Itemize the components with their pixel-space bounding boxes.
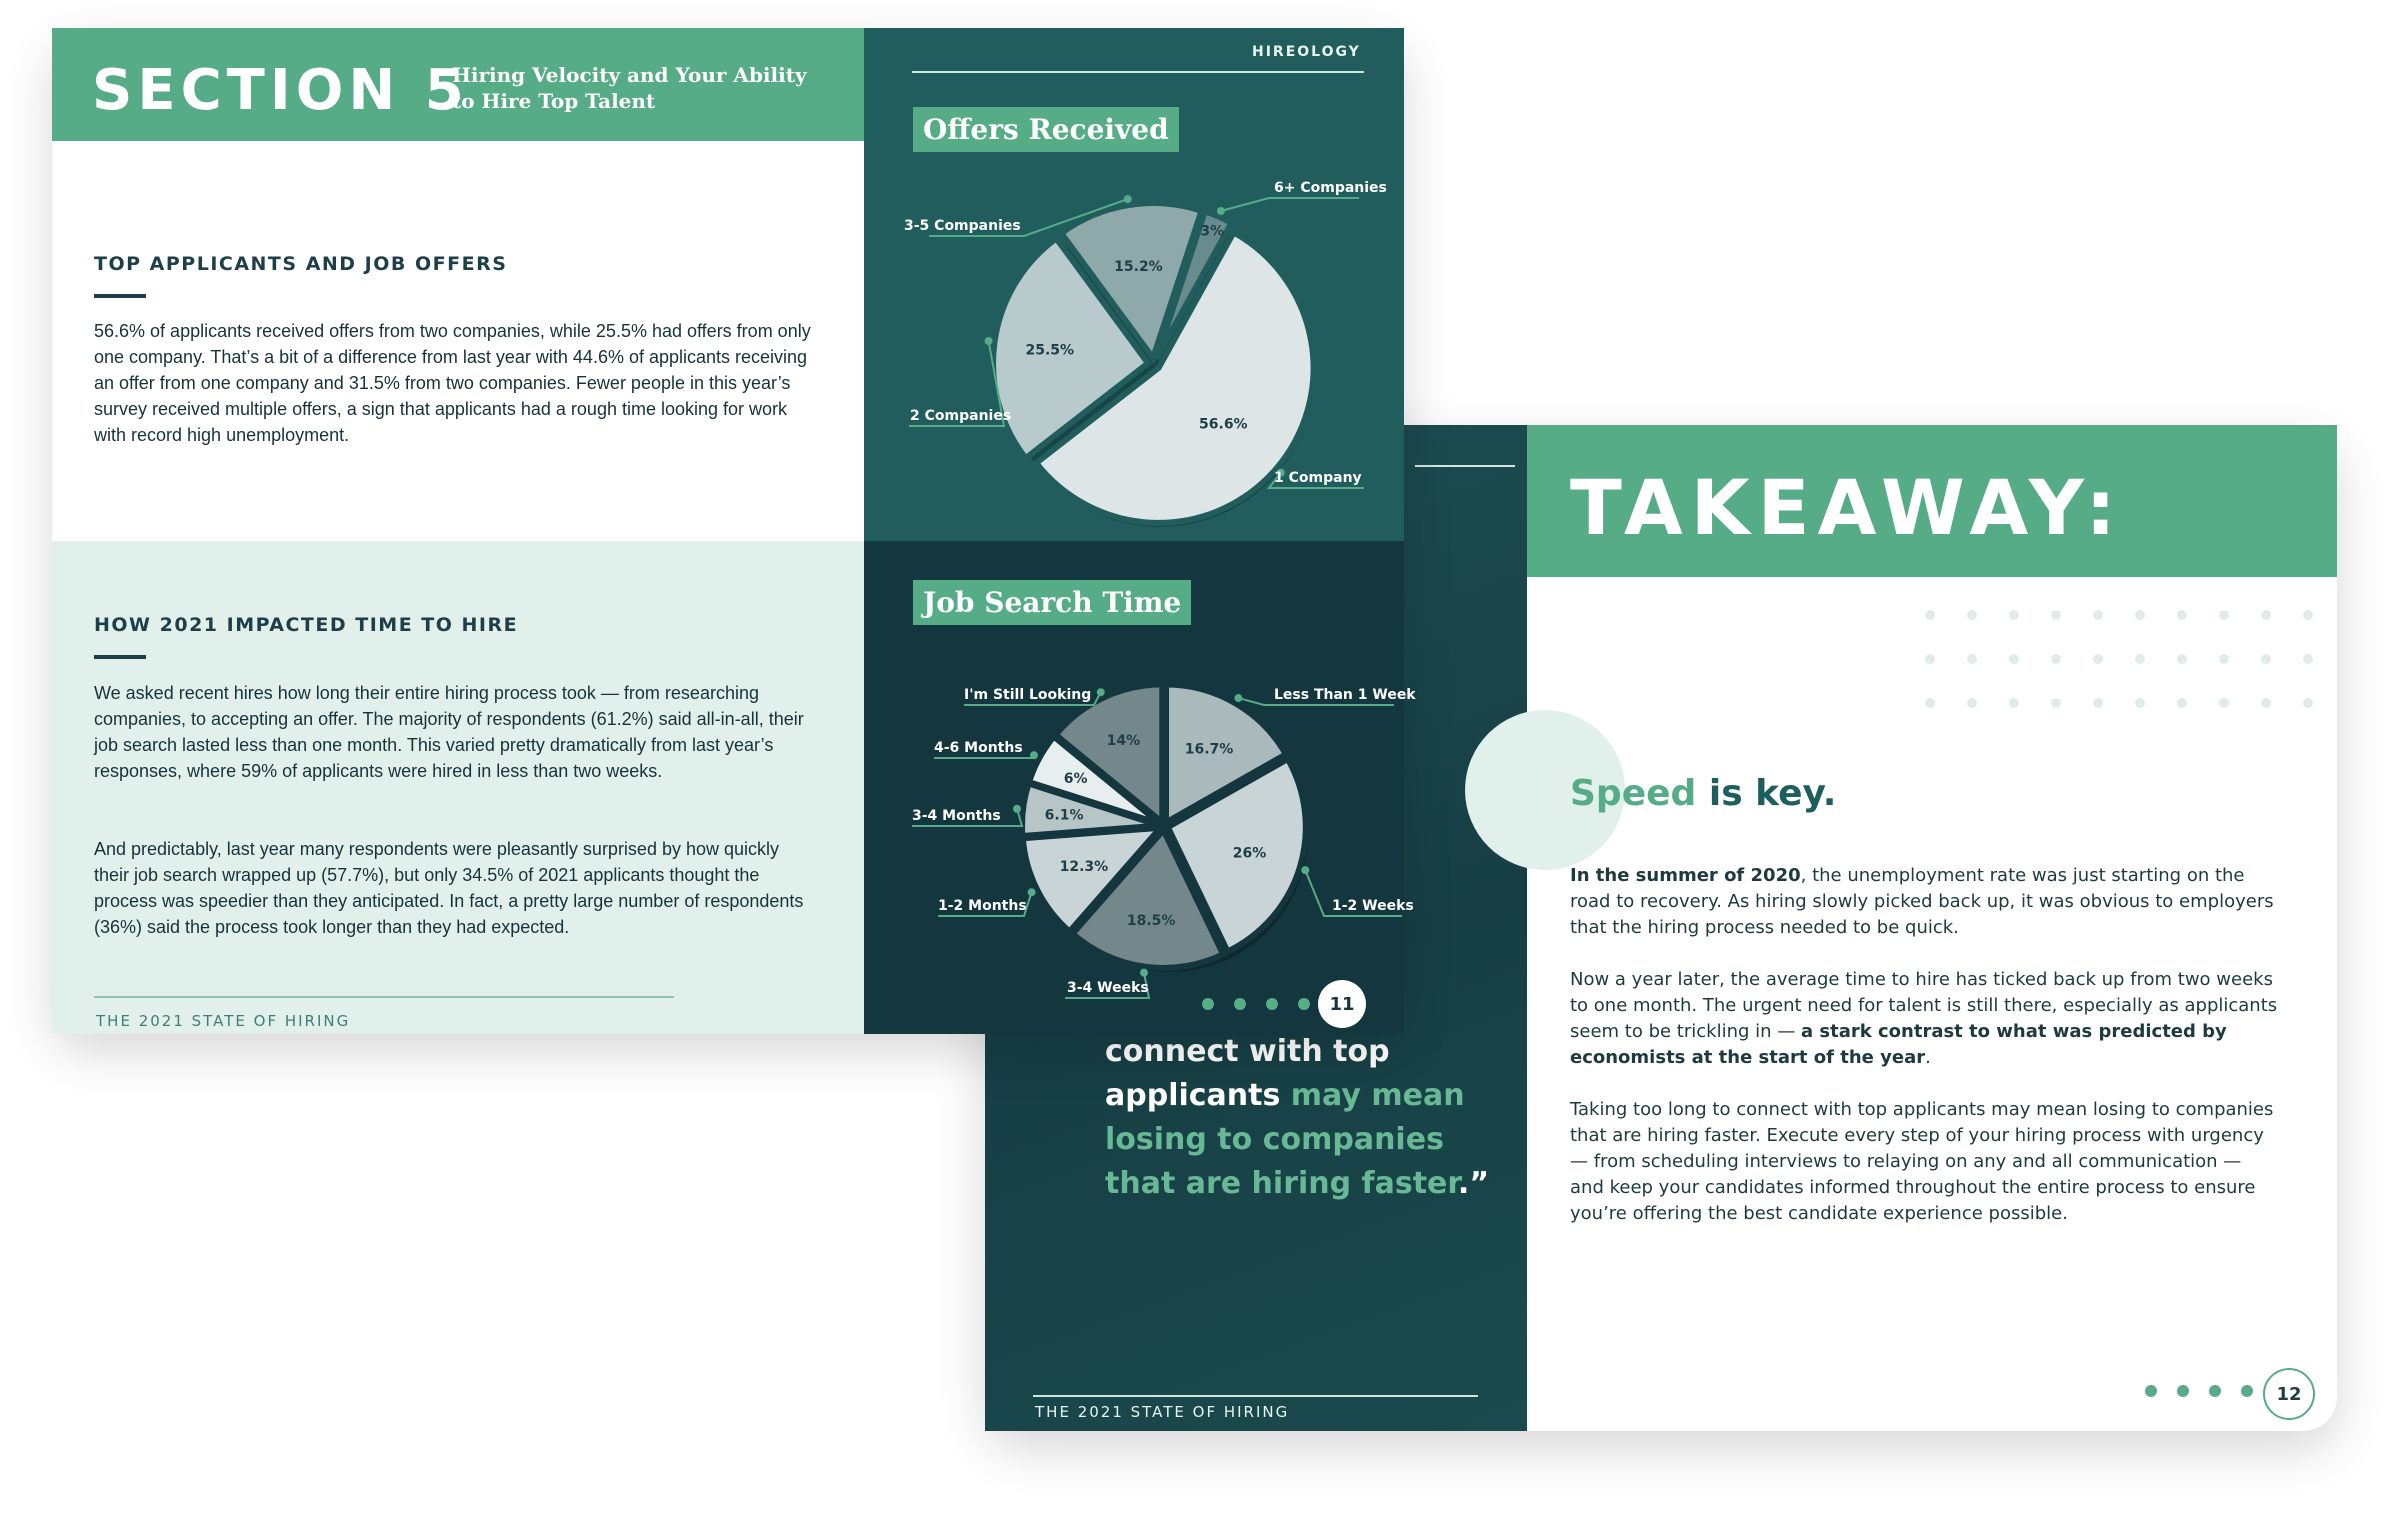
footer-text: THE 2021 STATE OF HIRING [96,1012,351,1030]
paragraph-1 [1570,863,2280,941]
pie-value-label: 26% [1232,845,1267,862]
pie-value-label: 12.3% [1059,859,1109,876]
divider [1415,465,1515,467]
search-chart-title: Job Search Time [913,580,1191,625]
pie-value-label: 6% [1063,770,1088,787]
pie-value-label: 15.2% [1114,259,1163,276]
p1-rest: , the unemployment rate was just starting on the road to recovery. As hiring slowly picked back up, it was obvious to employers that the hiring process needed to be quick. [1570,865,2274,938]
is-key-words: is key. [1708,773,1837,814]
pie-value-label: 3% [1200,223,1225,240]
heading-top-applicants: TOP APPLICANTS AND JOB OFFERS [94,253,508,275]
page-number: 12 [2263,1368,2315,1420]
pie-value-label: 6.1% [1044,807,1084,824]
footer-rule [1033,1395,1478,1397]
page-dots [2145,1385,2253,1397]
dot [2145,1385,2157,1397]
p2-start: Now a year later, the average time to hire has ticked back up from two weeks to one month. The urgent need for talent is still there, especially as applicants seem to be trickling in — [1570,969,2278,1042]
pie-value-label: 16.7% [1184,741,1234,758]
page-number: 11 [1318,980,1366,1028]
pie-category-label: 2 Companies [910,408,1012,424]
decorative-dot-grid [1920,605,2320,715]
pie-category-label: 3-4 Months [912,808,1001,824]
body-top-applicants: 56.6% of applicants received offers from two companies, while 25.5% had offers from only one company. That’s a bit of a difference from last year with 44.6% of applicants receiving an offer from one company and 31.5% from two companies. Fewer people in this year’s survey received multiple offers, a sign that applicants had a rough time looking for work with record high unemployment. [94,321,811,445]
offers-pie-chart [864,158,1404,538]
dot [1266,998,1278,1010]
speed-word: Speed [1570,773,1697,814]
dot [1298,998,1310,1010]
takeaway-title: TAKEAWAY: [1570,463,2124,552]
pie-category-label: 6+ Companies [1274,180,1387,196]
body-time-to-hire-1: We asked recent hires how long their entire hiring process took — from researching companies, to accepting an offer. The majority of respondents (61.2%) said all-in-all, their job search lasted less than one month. This varied pretty dramatically from last year’s responses, where 59% of applicants were hired in less than two weeks. [94,683,804,781]
dot [2209,1385,2221,1397]
heading-rule [94,655,146,659]
heading-time-to-hire: HOW 2021 IMPACTED TIME TO HIRE [94,614,519,636]
dot [1202,998,1214,1010]
paragraph-2 [1570,967,2280,1071]
search-pie-chart [864,648,1416,998]
page-11 [52,28,1416,1034]
pie-category-label: I'm Still Looking [964,687,1092,703]
dot [2177,1385,2189,1397]
pie-value-label: 25.5% [1025,342,1075,359]
speed-heading [1570,773,1836,814]
footer-text: THE 2021 STATE OF HIRING [1035,1403,1290,1421]
dot [2241,1385,2253,1397]
body-time-to-hire-2: And predictably, last year many respondents were pleasantly surprised by how quickly their job search wrapped up (57.7%), but only 34.5% of 2021 applicants thought the process was speedier than they anticipated. In fact, a pretty large number of respondents (36%) said the process took longer than they had expected. [94,839,804,937]
pie-category-label: 1 Company [1274,470,1362,486]
p2-bold: a stark contrast to what was predicted by economists at the start of the year [1570,1021,2227,1068]
page-dots [1202,998,1310,1010]
footer-rule [94,996,674,998]
pull-quote [1105,1030,1495,1206]
brand-rule [912,71,1364,73]
callout-dot [1097,688,1105,696]
dot [1234,998,1246,1010]
p1-bold: In the summer of 2020 [1570,865,1801,886]
pie-category-label: 3-4 Weeks [1067,980,1149,996]
pie-category-label: 3-5 Companies [904,218,1021,234]
quote-green-text: may mean losing to companies that are hiring faster [1105,1078,1465,1201]
section-subtitle: Hiring Velocity and Your Ability to Hire Top Talent [452,63,807,113]
pie-value-label: 56.6% [1199,416,1248,433]
pie-value-label: 18.5% [1126,913,1176,930]
section-label: SECTION 5 [92,58,469,123]
quote-white-text: connect with top applicants [1105,1034,1390,1113]
pie-category-label: 4-6 Months [934,740,1023,756]
p2-end: . [1925,1047,1931,1068]
pie-category-label: Less Than 1 Week [1274,687,1416,703]
pie-value-label: 14% [1106,733,1141,750]
pie-category-label: 1-2 Months [938,898,1027,914]
heading-rule [94,294,146,298]
offers-chart-title: Offers Received [913,107,1179,152]
pie-category-label: 1-2 Weeks [1332,898,1414,914]
callout-line [1221,198,1359,211]
quote-close: .” [1457,1166,1490,1201]
brand-logo-text: HIREOLOGY [1252,44,1361,60]
paragraph-3: Taking too long to connect with top applicants may mean losing to companies that are hiring faster. Execute every step of your hiring process with urgency — from scheduling interviews to relaying on any and all communication — and keep your candidates informed throughout the entire process to ensure you’re offering the best candidate experience possible. [1570,1099,2274,1224]
